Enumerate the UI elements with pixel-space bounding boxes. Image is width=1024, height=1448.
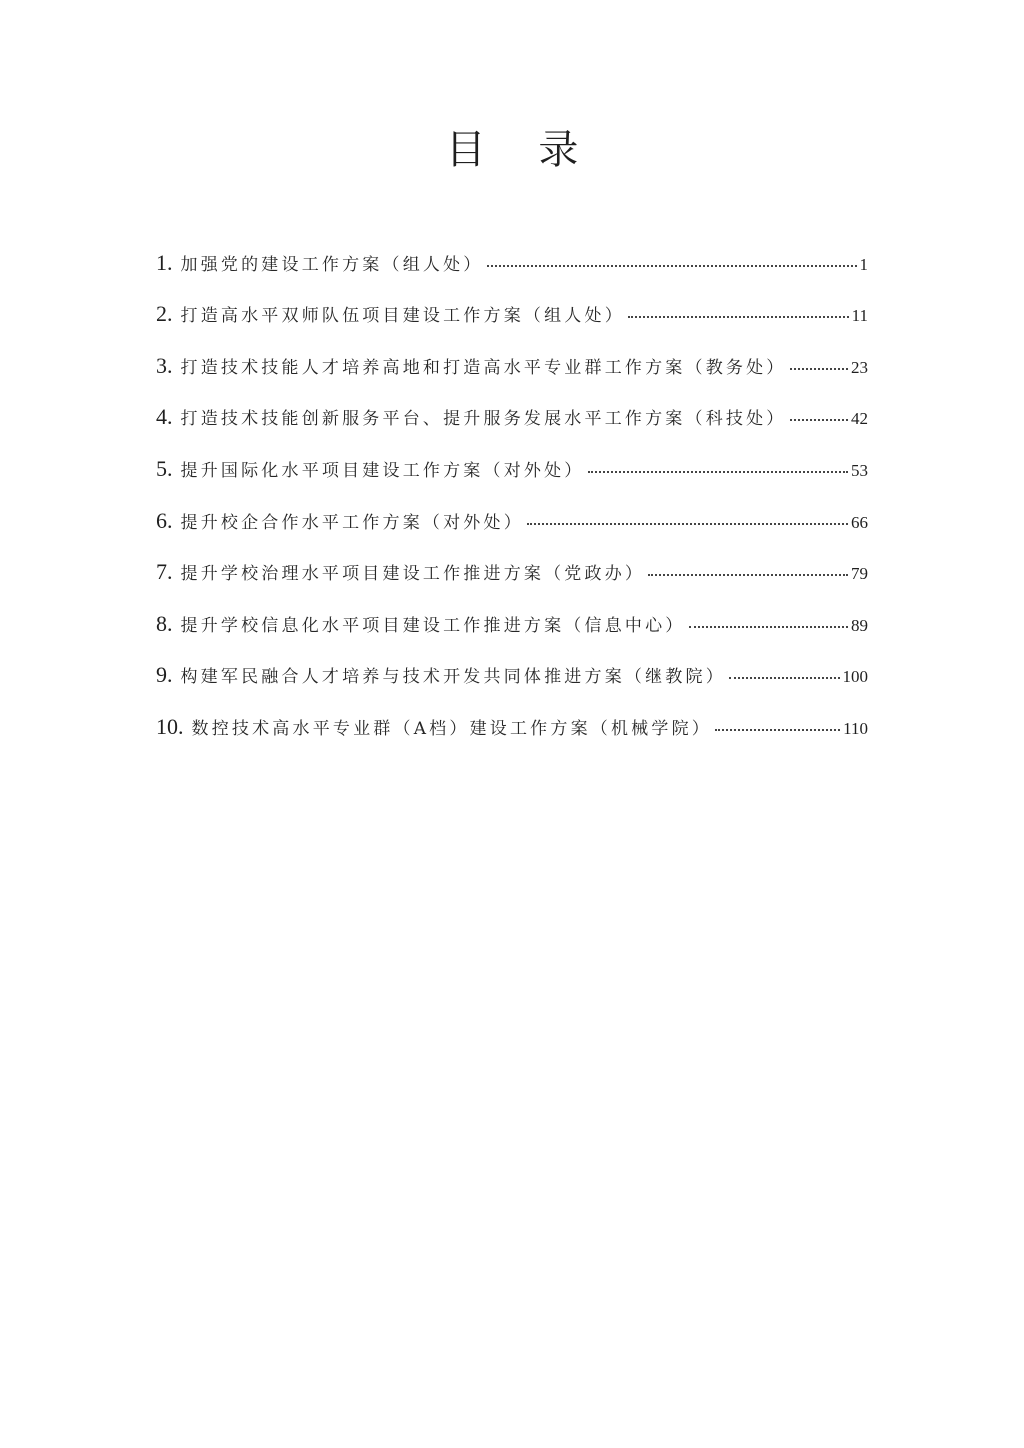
toc-entry-page: 23 xyxy=(851,358,868,377)
toc-entry-title: 提升国际化水平项目建设工作方案（对外处） xyxy=(180,461,585,481)
toc-entry[interactable] xyxy=(156,559,868,591)
toc-entry-number: 1. xyxy=(156,250,173,275)
toc-entry-number: 7. xyxy=(156,559,173,584)
toc-entry[interactable] xyxy=(156,456,868,488)
toc-entry-page: 79 xyxy=(851,564,868,583)
toc-entry[interactable] xyxy=(156,250,868,282)
toc-entry-page: 110 xyxy=(843,719,868,738)
toc-dot-leader xyxy=(790,368,849,370)
toc-dot-leader xyxy=(729,677,840,679)
toc-entry-title: 数控技术高水平专业群（A档）建设工作方案（机械学院） xyxy=(191,719,712,739)
toc-entry-page: 53 xyxy=(851,461,868,480)
toc-entry-page: 66 xyxy=(851,513,868,532)
toc-dot-leader xyxy=(790,419,849,421)
toc-entry-number: 10. xyxy=(156,714,184,739)
toc-dot-leader xyxy=(527,523,848,525)
toc-dot-leader xyxy=(648,574,848,576)
toc-dot-leader xyxy=(689,626,849,628)
toc-entry[interactable] xyxy=(156,404,868,436)
toc-entry-page: 100 xyxy=(842,667,868,686)
toc-entry-page: 42 xyxy=(851,409,868,428)
toc-entry-title: 构建军民融合人才培养与技术开发共同体推进方案（继教院） xyxy=(180,667,726,687)
toc-entry-number: 6. xyxy=(156,508,173,533)
toc-dot-leader xyxy=(628,316,849,318)
toc-entry-number: 9. xyxy=(156,662,173,687)
toc-entry[interactable] xyxy=(156,301,868,333)
page-title: 目 录 xyxy=(445,127,599,173)
toc-entry-number: 8. xyxy=(156,611,173,636)
toc-entry[interactable] xyxy=(156,353,868,385)
toc-entry-title: 打造技术技能创新服务平台、提升服务发展水平工作方案（科技处） xyxy=(180,409,787,429)
toc-entry-title: 加强党的建设工作方案（组人处） xyxy=(180,255,484,275)
toc-entry[interactable] xyxy=(156,611,868,643)
toc-entry-page: 11 xyxy=(851,306,868,325)
toc-entry[interactable] xyxy=(156,508,868,540)
toc-entry[interactable] xyxy=(156,714,868,746)
toc-dot-leader xyxy=(715,729,840,731)
toc-entry-title: 提升校企合作水平工作方案（对外处） xyxy=(180,513,524,533)
toc-entry-page: 89 xyxy=(851,616,868,635)
toc-dot-leader xyxy=(487,265,857,267)
toc-entry-title: 提升学校治理水平项目建设工作推进方案（党政办） xyxy=(180,564,646,584)
toc-dot-leader xyxy=(588,471,849,473)
toc-entry-number: 4. xyxy=(156,404,173,429)
toc-entry-title: 打造技术技能人才培养高地和打造高水平专业群工作方案（教务处） xyxy=(180,358,787,378)
toc-entry-number: 5. xyxy=(156,456,173,481)
toc-entry-page: 1 xyxy=(859,255,868,274)
toc-entry-title: 提升学校信息化水平项目建设工作推进方案（信息中心） xyxy=(180,616,686,636)
toc-entry-title: 打造高水平双师队伍项目建设工作方案（组人处） xyxy=(180,306,625,326)
toc-entry-number: 3. xyxy=(156,353,173,378)
toc-entry[interactable] xyxy=(156,662,868,694)
toc-entry-number: 2. xyxy=(156,301,173,326)
